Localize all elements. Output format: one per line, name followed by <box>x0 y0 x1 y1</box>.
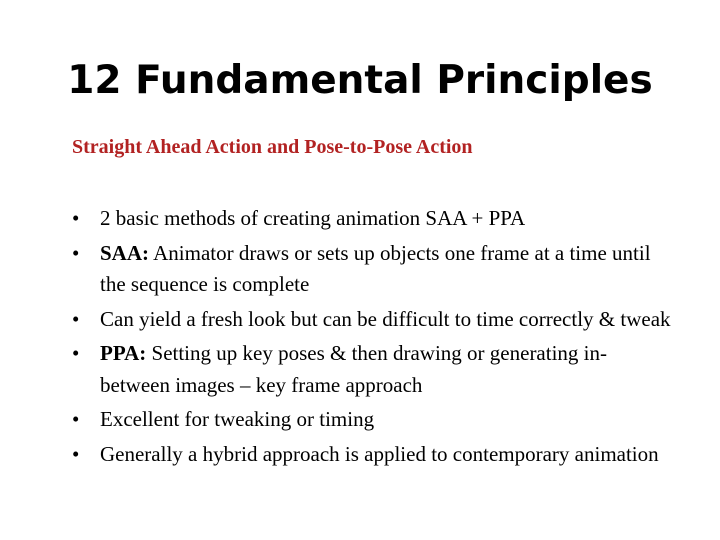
bullet-icon: • <box>72 341 80 365</box>
bullet-item <box>72 338 672 401</box>
bullet-item <box>72 238 672 301</box>
bullet-item <box>72 404 672 436</box>
bullet-item <box>72 439 672 471</box>
bullet-label: SAA: <box>100 240 150 265</box>
bullet-label: PPA: <box>100 341 147 365</box>
bullet-item <box>72 203 672 235</box>
bullet-text: Can yield a fresh look but can be difficult to time correctly & tweak <box>100 306 671 331</box>
bullet-text: Excellent for tweaking or timing <box>100 407 375 431</box>
bullet-icon: • <box>72 240 80 265</box>
bullet-icon: • <box>72 441 80 466</box>
bullet-item <box>72 304 672 336</box>
bullet-list <box>72 203 672 473</box>
bullet-icon: • <box>72 306 80 331</box>
bullet-text: Generally a hybrid approach is applied to contemporary animation <box>100 441 659 466</box>
bullet-icon: • <box>72 206 80 230</box>
bullet-text: 2 basic methods of creating animation SAA + PPA <box>100 206 526 230</box>
bullet-text: Animator draws or sets up objects one frame at a time until the sequence is complete <box>100 240 651 296</box>
slide-subtitle: Straight Ahead Action and Pose-to-Pose Action <box>72 136 473 158</box>
bullet-icon: • <box>72 407 80 431</box>
slide-title: 12 Fundamental Principles <box>67 58 653 103</box>
bullet-text: Setting up key poses & then drawing or generating in-between images – key frame approach <box>100 341 608 397</box>
